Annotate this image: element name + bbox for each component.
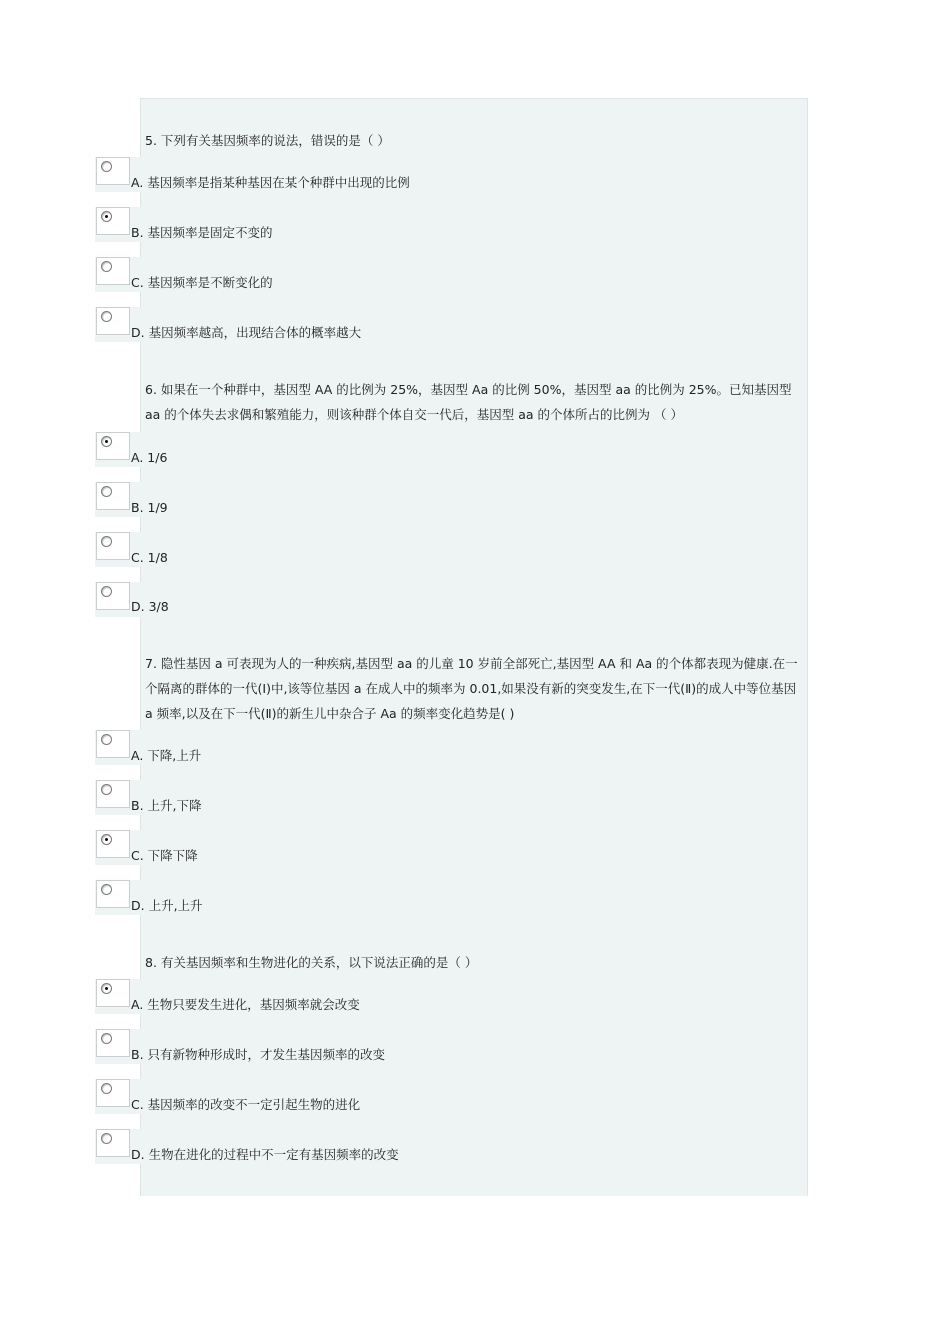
option-label[interactable]: C. 基因频率的改变不一定引起生物的进化 <box>131 1097 361 1112</box>
radio-circle-icon <box>101 834 112 845</box>
option-label[interactable]: C. 下降下降 <box>131 848 198 863</box>
option-label[interactable]: C. 基因频率是不断变化的 <box>131 275 273 290</box>
radio-option-7b[interactable] <box>96 780 130 808</box>
radio-circle-icon <box>101 586 112 597</box>
radio-circle-icon <box>101 1033 112 1044</box>
quiz-panel <box>140 98 808 1196</box>
radio-circle-icon <box>101 161 112 172</box>
option-label[interactable]: B. 1/9 <box>131 500 168 515</box>
radio-circle-icon <box>101 261 112 272</box>
option-label[interactable]: D. 生物在进化的过程中不一定有基因频率的改变 <box>131 1147 399 1162</box>
radio-option-6a[interactable] <box>96 432 130 460</box>
option-label[interactable]: D. 上升,上升 <box>131 898 203 913</box>
radio-option-5a[interactable] <box>96 157 130 185</box>
radio-circle-icon <box>101 1133 112 1144</box>
radio-option-5d[interactable] <box>96 307 130 335</box>
radio-option-5c[interactable] <box>96 257 130 285</box>
option-label[interactable]: A. 1/6 <box>131 450 168 465</box>
option-label[interactable]: A. 下降,上升 <box>131 748 202 763</box>
radio-option-6c[interactable] <box>96 532 130 560</box>
option-label[interactable]: B. 只有新物种形成时，才发生基因频率的改变 <box>131 1047 386 1062</box>
radio-option-5b[interactable] <box>96 207 130 235</box>
question-text: 6. 如果在一个种群中，基因型 AA 的比例为 25%，基因型 Aa 的比例 50%，基因型 aa 的比例为 25%。已知基因型 aa 的个体失去求偶和繁殖能力，则该种群个体自交一代后，基因型 aa 的个体所占的比例为 （ ） <box>145 382 792 422</box>
radio-circle-icon <box>101 1083 112 1094</box>
radio-option-7d[interactable] <box>96 880 130 908</box>
radio-option-6d[interactable] <box>96 582 130 610</box>
radio-circle-icon <box>101 884 112 895</box>
option-label[interactable]: B. 上升,下降 <box>131 798 202 813</box>
option-label[interactable]: D. 3/8 <box>131 599 169 614</box>
option-label[interactable]: C. 1/8 <box>131 550 168 565</box>
radio-option-8b[interactable] <box>96 1029 130 1057</box>
question-text: 8. 有关基因频率和生物进化的关系，以下说法正确的是（ ） <box>145 955 478 970</box>
radio-circle-icon <box>101 436 112 447</box>
radio-circle-icon <box>101 311 112 322</box>
radio-option-8d[interactable] <box>96 1129 130 1157</box>
radio-circle-icon <box>101 983 112 994</box>
radio-option-8c[interactable] <box>96 1079 130 1107</box>
question-text: 5. 下列有关基因频率的说法，错误的是（ ） <box>145 133 390 148</box>
option-label[interactable]: D. 基因频率越高，出现结合体的概率越大 <box>131 325 362 340</box>
option-label[interactable]: A. 生物只要发生进化，基因频率就会改变 <box>131 997 360 1012</box>
radio-option-7c[interactable] <box>96 830 130 858</box>
option-label[interactable]: B. 基因频率是固定不变的 <box>131 225 273 240</box>
radio-circle-icon <box>101 486 112 497</box>
option-label[interactable]: A. 基因频率是指某种基因在某个种群中出现的比例 <box>131 175 410 190</box>
radio-option-8a[interactable] <box>96 979 130 1007</box>
question-text: 7. 隐性基因 a 可表现为人的一种疾病,基因型 aa 的儿童 10 岁前全部死亡,基因型 AA 和 Aa 的个体都表现为健康.在一个隔离的群体的一代(Ⅰ)中,该等位基因 a 在成人中的频率为 0.01,如果没有新的突变发生,在下一代(Ⅱ)的成人中等位基因 a 频率,以及在下一代(Ⅱ)的新生儿中杂合子 Aa 的频率变化趋势是( ) <box>145 656 798 721</box>
radio-option-6b[interactable] <box>96 482 130 510</box>
radio-circle-icon <box>101 211 112 222</box>
radio-option-7a[interactable] <box>96 730 130 758</box>
radio-circle-icon <box>101 536 112 547</box>
radio-circle-icon <box>101 784 112 795</box>
radio-circle-icon <box>101 734 112 745</box>
